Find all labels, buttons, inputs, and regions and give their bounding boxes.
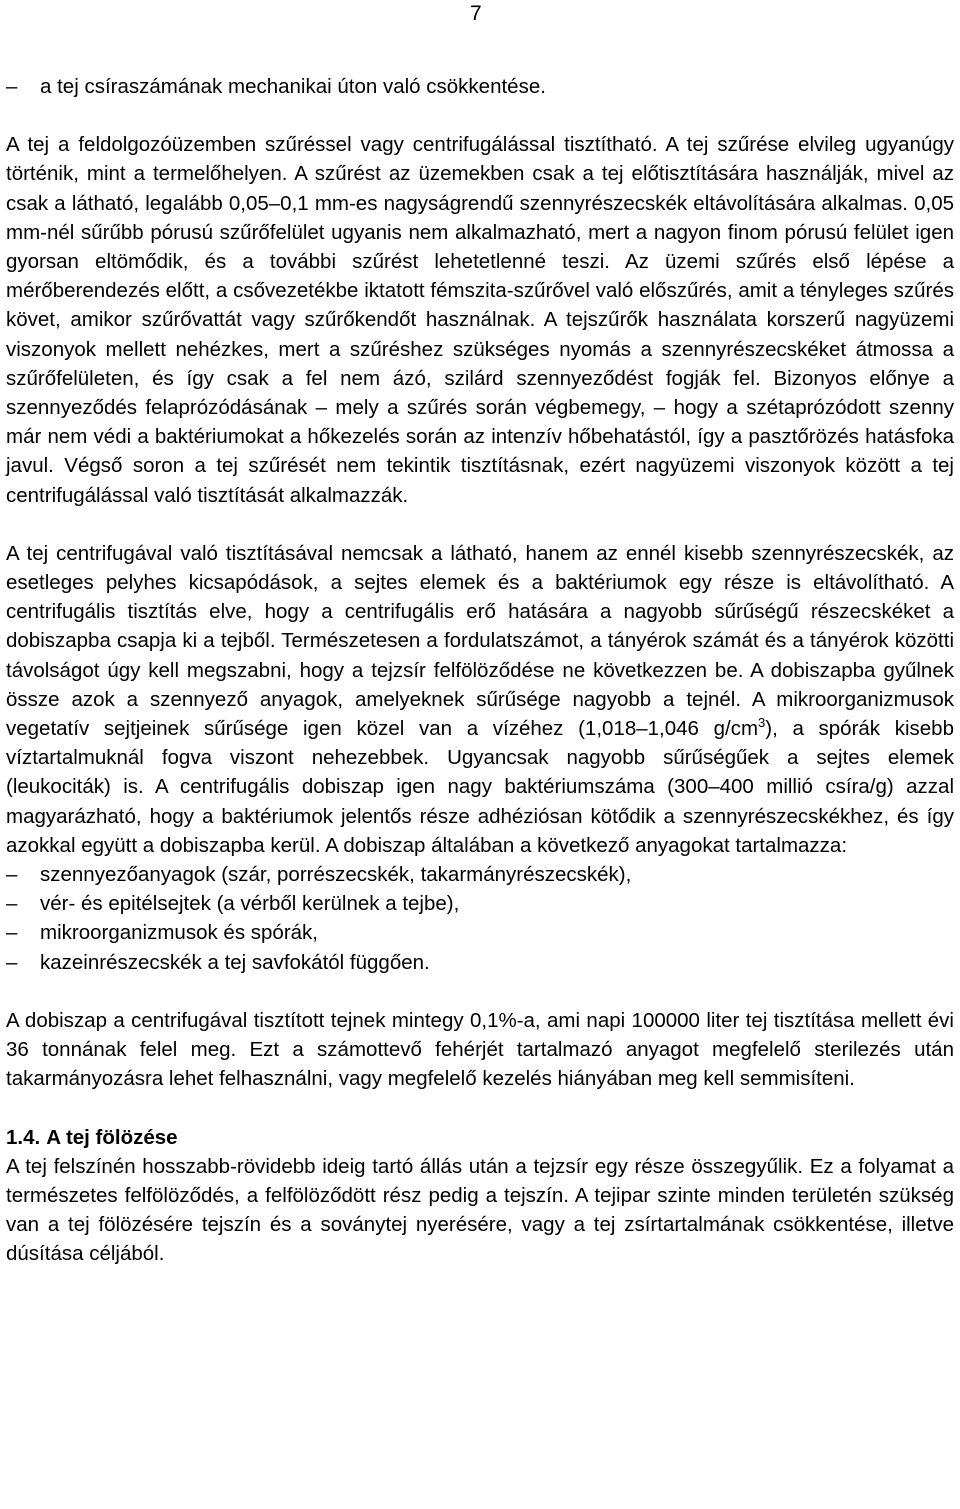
paragraph-centrifuge-text-2: ), a spórák kisebb víztartalmuknál fogva viszont nehezebbek. Ugyancsak nagyobb sűrűségűek a sejtes elemek (leukociták) is. A centrifugális dobiszap igen nagy baktériumszáma (300–400 millió csíra/g) azzal magyarázható, hogy a baktériumok jelentős része adhéziósan kötődik a szennyrészecskékhez, és így azokkal együtt a dobiszapba kerül. A dobiszap általában a következő anyagokat tartalmazza: xyxy=(6,717,954,857)
section-number: 1.4. xyxy=(6,1125,41,1149)
list-item-text: kazeinrészecskék a tej savfokától függően. xyxy=(40,950,430,974)
list-item xyxy=(6,889,954,918)
list-item-text: mikroorganizmusok és spórák, xyxy=(40,921,318,945)
list-item xyxy=(6,72,954,101)
dash-bullet: – xyxy=(6,863,18,887)
list-item-text: vér- és epitélsejtek (a vérből kerülnek a tejbe), xyxy=(40,892,460,916)
dash-bullet: – xyxy=(6,950,18,974)
section-heading xyxy=(6,1123,954,1152)
dash-bullet: – xyxy=(6,75,18,98)
paragraph-centrifuge-text-1: A tej centrifugával való tisztításával nemcsak a látható, hanem az ennél kisebb szennyrészecskék, az esetleges pelyhes kicsapódások, a sejtes elemek és a baktériumok egy része is eltávolítható. A centrifugális tisztítás elve, hogy a centrifugális erő hatására a nagyobb sűrűségű részecskéket a dobiszapba csapja ki a tejből. Természetesen a fordulatszámot, a tányérok számát és a tányérok közötti távolságot úgy kell megszabni, hogy a tejzsír felfölöződése ne következzen be. A dobiszapba gyűlnek össze azok a szennyező anyagok, amelyeknek sűrűsége nagyobb a tejnél. A mikroorganizmusok vegetatív sejtjeinek sűrűsége igen közel van a vízéhez (1,018–1,046 g/cm xyxy=(6,541,954,741)
paragraph-dobiszap-usage: A dobiszap a centrifugával tisztított tejnek mintegy 0,1%-a, ami napi 100000 liter tej tisztítása mellett évi 36 tonnának felel meg. Ezt a számottevő fehérjét tartalmazó anyagot megfelelő sterilezés után takarmányozásra lehet felhasználni, vagy megfelelő kezelés hiányában meg kell semmisíteni. xyxy=(6,1008,954,1091)
page-number: 7 xyxy=(470,2,482,25)
list-item xyxy=(6,948,954,977)
superscript-3: 3 xyxy=(758,715,766,731)
section-title: A tej fölözése xyxy=(46,1125,178,1149)
dash-bullet: – xyxy=(6,892,18,916)
dash-bullet: – xyxy=(6,921,18,945)
list-item xyxy=(6,860,954,889)
paragraph-filtering: A tej a feldolgozóüzemben szűréssel vagy centrifugálással tisztítható. A tej szűrése elvileg ugyanúgy történik, mint a termelőhelyen. A szűrést az üzemekben csak a tej előtisztítására használják, mivel az csak a látható, legalább 0,05–0,1 mm-es nagyságrendű szennyrészecskék eltávolítására alkalmas. 0,05 mm-nél sűrűbb pórusú szűrőfelület ugyanis nem alkalmazható, mert a nagyon finom pórusú felület igen gyorsan eltömődik, és a további szűrést lehetetlenné teszi. Az üzemi szűrés első lépése a mérőberendezés előtt, a csővezetékbe iktatott fémszita-szűrővel való előszűrés, amit a tényleges szűrés követ, amikor szűrővattát vagy szűrőkendőt használnak. A tejszűrők használata korszerű nagyüzemi viszonyok mellett nehézkes, mert a szűréshez szükséges nyomás a szennyrészecskéket átmossa a szűrőfelületen, és így csak a fel nem ázó, szilárd szennyeződést fogják fel. Bizonyos előnye a szennyeződés felaprózódásának – mely a szűrés során végbemegy, – hogy a szétaprózódott szenny már nem védi a baktériumokat a hőkezelés során az intenzív hőbehatástól, így a pasztőrözés hatásfoka javul. Végső soron a tej szűrését nem tekintik tisztításnak, ezért nagyüzemi viszonyok között a tej centrifugálással való tisztítását alkalmazzák. xyxy=(6,133,954,507)
list-item xyxy=(6,918,954,947)
top-dash-list xyxy=(6,72,954,101)
list-item-text: szennyezőanyagok (szár, porrészecskék, takarmányrészecskék), xyxy=(40,863,632,887)
document-body xyxy=(6,72,954,1269)
dobiszap-list xyxy=(6,860,954,977)
list-item-text: a tej csíraszámának mechanikai úton való csökkentése. xyxy=(40,75,546,98)
paragraph-centrifuge xyxy=(6,539,954,860)
paragraph-skimming: A tej felszínén hosszabb-rövidebb ideig tartó állás után a tejzsír egy része összegyűlik. Ez a folyamat a természetes felfölöződés, a felfölöződött rész pedig a tejszín. A tejipar szinte minden területén szükség van a tej fölözésére tejszín és a soványtej nyerésére, vagy a tej zsírtartalmának csökkentése, illetve dúsítása céljából. xyxy=(6,1154,954,1266)
